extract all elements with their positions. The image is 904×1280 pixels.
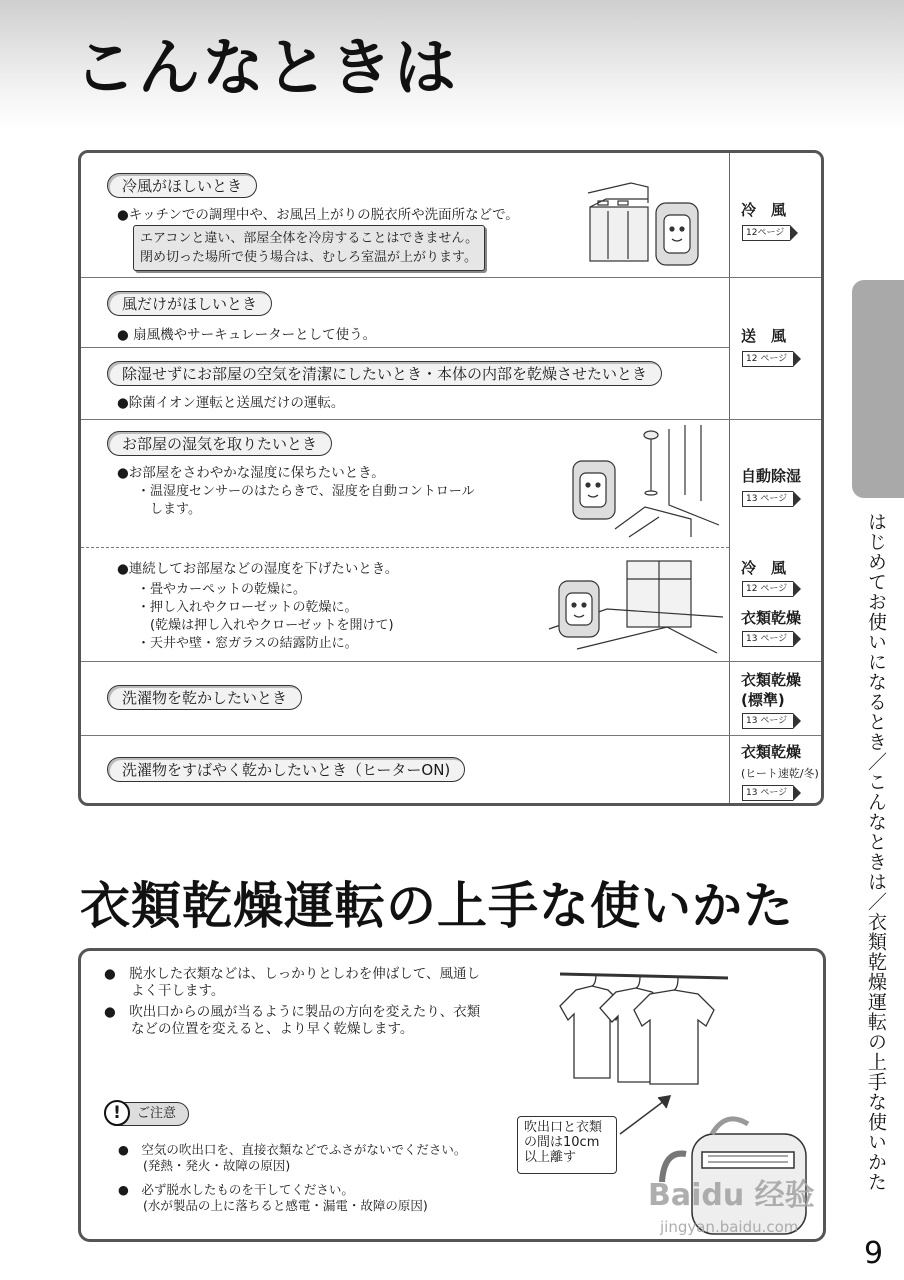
page-reference: 13 ページ bbox=[742, 785, 793, 801]
detail-line: ・押し入れやクローゼットの乾燥に。 bbox=[137, 600, 358, 615]
tip-item: ● 脱水した衣類などは、しっかりとしわを伸ばして、風通し よく干します。 bbox=[104, 966, 481, 999]
detail-line: ・温湿度センサーのはたらきで、湿度を自動コントロール bbox=[137, 484, 475, 499]
modes-table bbox=[78, 150, 824, 806]
mode-sub-label: (標準) bbox=[741, 691, 785, 709]
situation-pill: 除湿せずにお部屋の空気を清潔にしたいとき・本体の内部を乾燥させたいとき bbox=[107, 361, 662, 386]
row-divider-dashed bbox=[81, 547, 729, 548]
section-title: 衣類乾燥運転の上手な使いかた bbox=[80, 877, 794, 935]
mode-label-auto-dehumidify: 自動除湿 bbox=[741, 467, 802, 485]
warning-note: エアコンと違い、部屋全体を冷房することはできません。 閉め切った場所で使う場合は、むしろ室温が上がります。 bbox=[133, 225, 485, 271]
chapter-breadcrumb: はじめてお使いになるとき／こんなときは／衣類乾燥運転の上手な使いかた bbox=[865, 512, 887, 1192]
row-bullet: ●お部屋をさわやかな湿度に保ちたいとき。 bbox=[117, 465, 385, 481]
tip-item: ● 吹出口からの風が当るように製品の方向を変えたり、衣類 などの位置を変えると、より早く乾燥します。 bbox=[104, 1004, 481, 1037]
closet-illustration bbox=[547, 557, 725, 655]
watermark-logo: Baidu 经验 bbox=[648, 1178, 815, 1213]
mode-label-cool-wind: 冷 風 bbox=[741, 201, 787, 219]
situation-pill: 洗濯物をすばやく乾かしたいとき（ヒーターON) bbox=[107, 757, 465, 782]
caution-item: ● 必ず脱水したものを干してください。 (水が製品の上に落ちると感電・漏電・故障の原因) bbox=[118, 1182, 428, 1213]
row-bullet: ●連続してお部屋などの湿度を下げたいとき。 bbox=[117, 561, 399, 577]
mode-label-clothes-dry-heat: 衣類乾燥 bbox=[741, 743, 802, 761]
page-reference: 13 ページ bbox=[742, 491, 793, 507]
situation-pill: お部屋の湿気を取りたいとき bbox=[107, 431, 332, 456]
row-bullet: ●除菌イオン運転と送風だけの運転。 bbox=[117, 395, 345, 411]
hanging-shirts-illustration bbox=[552, 966, 732, 1088]
warning-icon: ! bbox=[104, 1100, 130, 1126]
chapter-tab bbox=[852, 280, 904, 498]
mode-label-fan: 送 風 bbox=[741, 327, 787, 345]
row-divider bbox=[81, 347, 729, 348]
detail-line: (乾燥は押し入れやクローゼットを開けて) bbox=[137, 618, 394, 633]
mode-label-clothes-dry: 衣類乾燥 bbox=[741, 671, 802, 689]
kitchen-illustration bbox=[586, 181, 716, 273]
page-title: こんなときは bbox=[74, 31, 459, 104]
living-room-illustration bbox=[559, 425, 727, 545]
row-divider bbox=[81, 419, 821, 420]
detail-line: ・天井や壁・窓ガラスの結露防止に。 bbox=[137, 636, 358, 651]
row-divider bbox=[81, 277, 821, 278]
page-number: 9 bbox=[864, 1236, 884, 1271]
caution-label: ご注意 bbox=[106, 1102, 189, 1126]
watermark-url: jingyan.baidu.com bbox=[660, 1218, 799, 1236]
row-divider bbox=[81, 735, 821, 736]
page-reference: 12ページ bbox=[742, 225, 790, 241]
detail-line: します。 bbox=[137, 502, 201, 517]
mode-label-cool-wind: 冷 風 bbox=[741, 559, 787, 577]
caution-item: ● 空気の吹出口を、直接衣類などでふさがないでください。 (発熱・発火・故障の原因) bbox=[118, 1142, 467, 1173]
detail-line: ・畳やカーペットの乾燥に。 bbox=[137, 582, 307, 597]
page-reference: 12 ページ bbox=[742, 351, 793, 367]
row-bullet: ● 扇風機やサーキュレーターとして使う。 bbox=[117, 327, 377, 343]
situation-pill: 冷風がほしいとき bbox=[107, 173, 257, 198]
row-divider bbox=[81, 661, 821, 662]
situation-pill: 洗濯物を乾かしたいとき bbox=[107, 685, 302, 710]
row-bullet: ●キッチンでの調理中や、お風呂上がりの脱衣所や洗面所などで。 bbox=[117, 207, 519, 223]
distance-callout: 吹出口と衣類 の間は10cm 以上離す bbox=[517, 1116, 617, 1174]
column-divider bbox=[729, 153, 730, 803]
page-reference: 13 ページ bbox=[742, 631, 793, 647]
page-reference: 12 ページ bbox=[742, 581, 793, 597]
page-reference: 13 ページ bbox=[742, 713, 793, 729]
mode-label-clothes-dry: 衣類乾燥 bbox=[741, 609, 802, 627]
mode-sub-label: (ヒート速乾/冬) bbox=[741, 767, 819, 780]
situation-pill: 風だけがほしいとき bbox=[107, 291, 272, 316]
